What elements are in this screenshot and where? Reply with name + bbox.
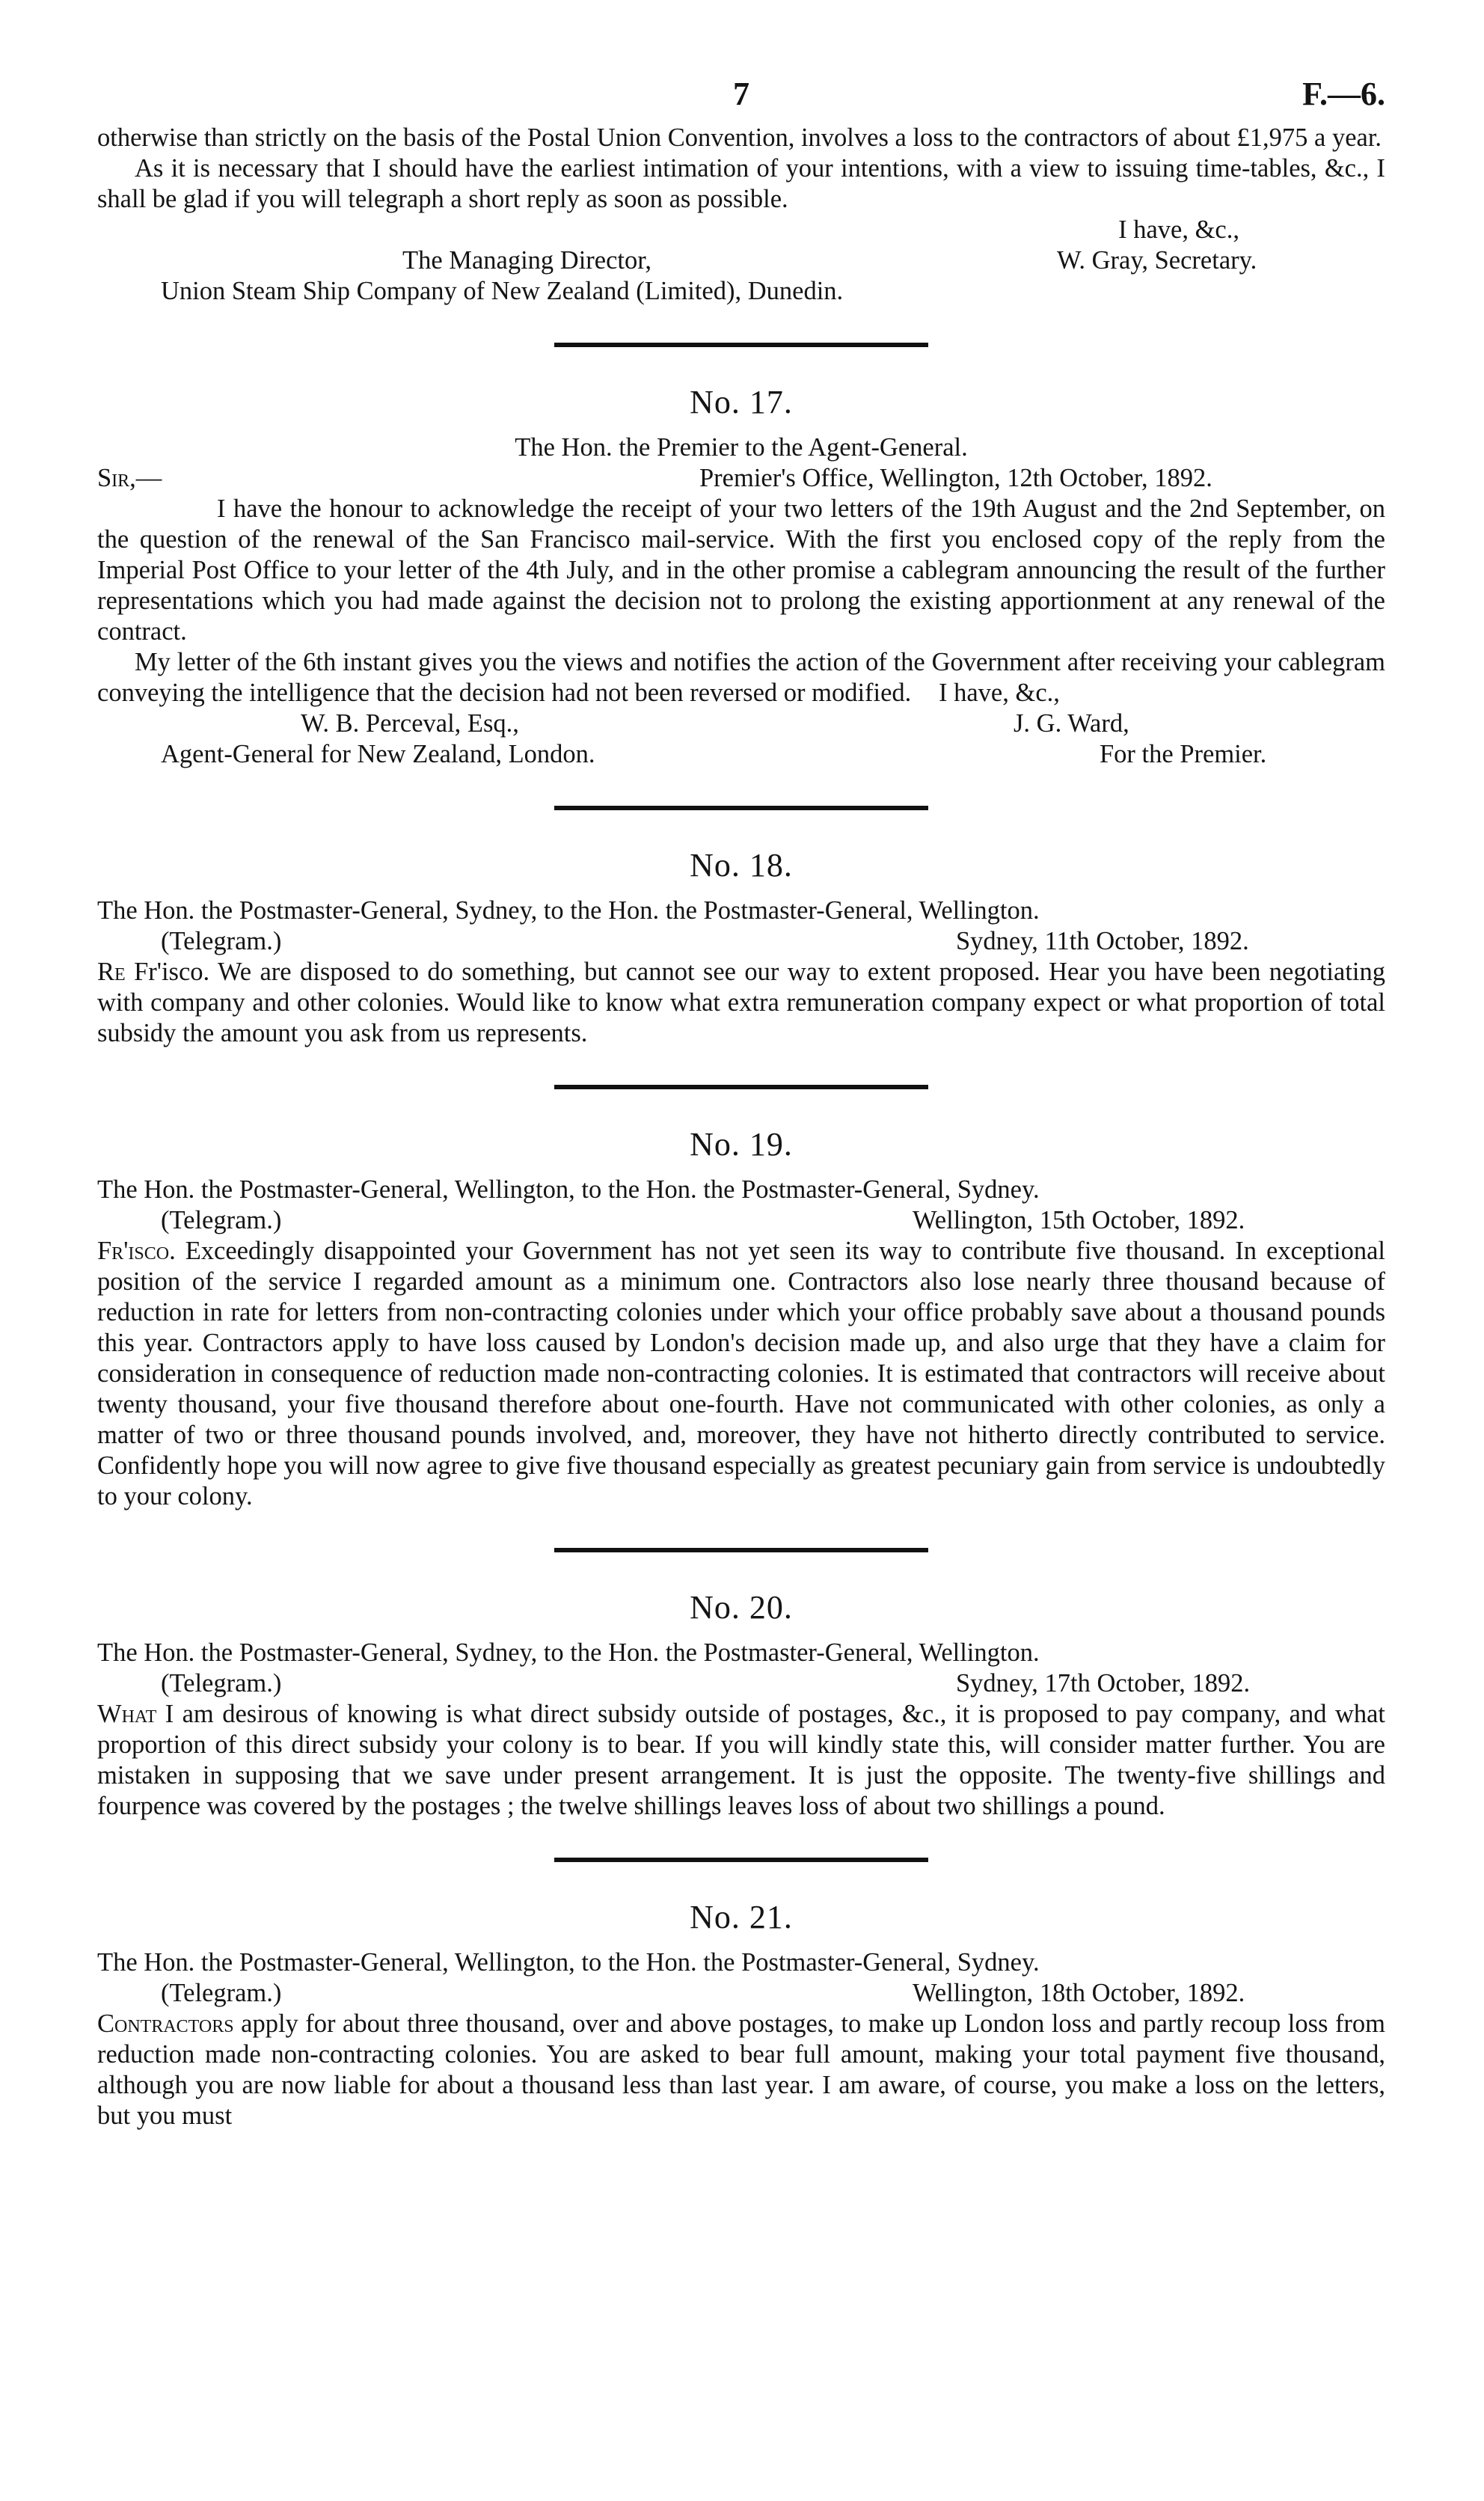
telegram-row (97, 1205, 1385, 1236)
document-page (97, 75, 1385, 2131)
letter-continuation (97, 123, 1385, 307)
paragraph: I have the honour to acknowledge the receipt of your two letters of the 19th August and the 2nd September, on the question of the renewal of the San Francisco mail-service. With the first you enclosed copy of the reply from the Imperial Post Office to your letter of the 4th July, and in the other promise a cablegram announcing the result of the further representations which you had made against the decision not to prolong the existing apportionment at any renewal of the contract. (97, 495, 1385, 646)
telegram-label: (Telegram.) (161, 1206, 282, 1234)
closing-row (97, 678, 1385, 708)
paragraph: As it is necessary that I should have the earliest intimation of your intentions, with a view to issuing time-tables, &c., I shall be glad if you will telegraph a short reply as soon as possible. (97, 154, 1385, 213)
section-divider (554, 1548, 928, 1552)
address-signature-row (97, 708, 1385, 739)
address-signature-row (97, 245, 1385, 276)
document-number: No. 21. (690, 1899, 793, 1935)
document-no-21 (97, 1898, 1385, 2131)
addressee-location: Agent-General for New Zealand, London. (161, 740, 595, 768)
section-divider (554, 343, 928, 347)
document-number: No. 17. (690, 384, 793, 420)
document-number: No. 20. (690, 1589, 793, 1626)
telegram-body (97, 1236, 1385, 1512)
signatory-title: For the Premier. (1100, 740, 1267, 768)
lead-word: Re (97, 958, 126, 986)
closing: I have, &c., (1118, 215, 1239, 244)
running-head (97, 75, 1385, 123)
body-text: apply for about three thousand, over and above postages, to make up London loss and partly recoup loss from reduction made non-contracting colonies. You are asked to bear full amount, making your total payment five thousand, although you are now liable for about a thousand less than last year. I am aware, of course, you make a loss on the letters, but you must (97, 2009, 1386, 2130)
telegram-label: (Telegram.) (161, 1669, 282, 1698)
paragraph: My letter of the 6th instant gives you the views and notifies the action of the Government after receiving your cablegram conveying the intelligence that the decision had not been reversed or modified. (97, 648, 1385, 707)
body-text: Fr'isco. We are disposed to do something, but cannot see our way to extent proposed. Hear you have been negotiating with company and other colonies. Would like to know what extra remuneration company expect or what proportion of total subsidy the amount you ask from us represents. (97, 958, 1385, 1047)
addressee: W. B. Perceval, Esq., (301, 709, 519, 738)
document-no-18 (97, 846, 1385, 1049)
document-number: No. 18. (690, 847, 793, 884)
closing: I have, &c., (939, 679, 1060, 707)
place-date: Wellington, 18th October, 1892. (913, 1979, 1245, 2007)
telegram-row (97, 926, 1385, 957)
document-caption: The Hon. the Postmaster-General, Sydney, to the Hon. the Postmaster-General, Wellington. (97, 896, 1040, 925)
address-row (97, 276, 1385, 307)
document-no-17 (97, 383, 1385, 770)
section-divider (554, 806, 928, 810)
signatory: W. Gray, Secretary. (1057, 246, 1257, 275)
telegram-body (97, 1699, 1385, 1822)
document-caption: The Hon. the Premier to the Agent-General. (515, 433, 968, 462)
document-reference: F.—6. (1302, 76, 1385, 112)
place-date: Sydney, 17th October, 1892. (956, 1669, 1251, 1698)
body-text: I am desirous of knowing is what direct subsidy outside of postages, &c., it is proposed to pay company, and what proportion of this direct subsidy your colony is to bear. If you will kindly state this, will consider matter further. You are mistaken in supposing that we save under present arrangement. It is just the opposite. The twenty-five shillings and fourpence was covered by the postages ; the twelve shillings leaves loss of about two shillings a pound. (97, 1700, 1386, 1820)
telegram-row (97, 1668, 1385, 1699)
place-date: Wellington, 15th October, 1892. (913, 1206, 1245, 1234)
document-no-20 (97, 1588, 1385, 1822)
telegram-body (97, 2009, 1385, 2131)
paragraph: otherwise than strictly on the basis of the Postal Union Convention, involves a loss to the contractors of about £1,975 a year. (97, 123, 1382, 152)
signatory: J. G. Ward, (1014, 709, 1129, 738)
lead-word: What (97, 1700, 157, 1728)
document-no-19 (97, 1125, 1385, 1512)
body-text: Exceedingly disappointed your Government has not yet seen its way to contribute five thousand. In exceptional position of the service I regarded amount as a minimum one. Contractors also lose nearly three thousand because of reduction in rate for letters from non-contracting colonies under which your office probably save about a thousand pounds this year. Contractors apply to have loss caused by London's decision made up, and also urge that they have a claim for consideration in consequence of reduction made non-contracting colonies. It is estimated that contractors will receive about twenty thousand, your five thousand therefore about one-fourth. Have not communicated with other colonies, as only a matter of two or three thousand pounds involved, and, moreover, they have not hitherto directly contributed to service. Confidently hope you will now agree to give five thousand especially as greatest pecuniary gain from service is undoubtedly to your colony. (97, 1237, 1386, 1510)
address-signature-row (97, 739, 1385, 770)
addressee-location: Union Steam Ship Company of New Zealand (Limited), Dunedin. (161, 277, 844, 305)
salutation: Sir,— (97, 464, 162, 492)
document-caption: The Hon. the Postmaster-General, Sydney, to the Hon. the Postmaster-General, Wellington. (97, 1638, 1040, 1667)
telegram-row (97, 1978, 1385, 2009)
telegram-body (97, 957, 1385, 1049)
place-date: Premier's Office, Wellington, 12th October, 1892. (699, 464, 1212, 492)
document-caption: The Hon. the Postmaster-General, Wellington, to the Hon. the Postmaster-General, Sydney. (97, 1948, 1040, 1977)
page-number: 7 (733, 76, 749, 112)
telegram-label: (Telegram.) (161, 927, 282, 955)
place-date: Sydney, 11th October, 1892. (956, 927, 1249, 955)
lead-word: Fr'isco. (97, 1237, 176, 1265)
addressee: The Managing Director, (402, 246, 651, 275)
document-number: No. 19. (690, 1126, 793, 1163)
telegram-label: (Telegram.) (161, 1979, 282, 2007)
lead-word: Contractors (97, 2009, 234, 2038)
document-caption: The Hon. the Postmaster-General, Wellington, to the Hon. the Postmaster-General, Sydney. (97, 1175, 1040, 1204)
section-divider (554, 1858, 928, 1862)
salutation-row (97, 463, 1385, 494)
section-divider (554, 1085, 928, 1089)
